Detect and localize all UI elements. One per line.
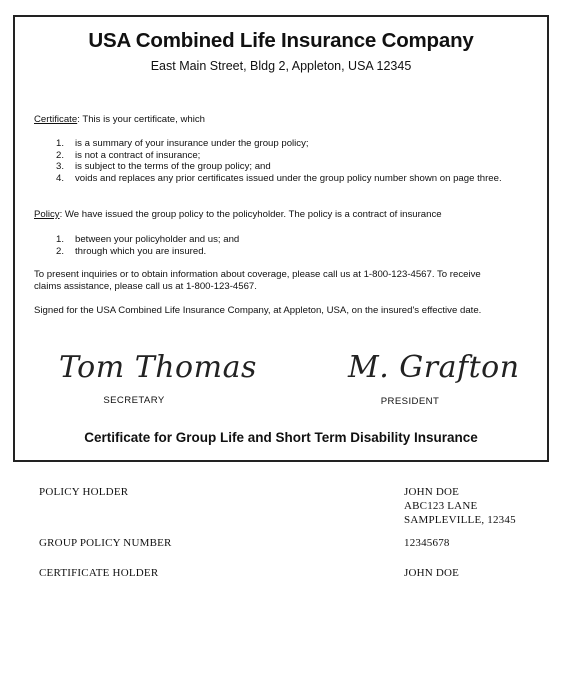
company-name: USA Combined Life Insurance Company (88, 29, 474, 52)
policy-label: Policy (34, 209, 60, 220)
president-title: PRESIDENT (380, 396, 440, 407)
list-text: voids and replaces any prior certificates issued under the group policy number shown on page three. (75, 172, 502, 184)
signed-text: Signed for the USA Combined Life Insurance Company, at Appleton, USA, on the insured's effective date. (34, 305, 482, 316)
list-text: between your policyholder and us; and (75, 234, 240, 245)
policy-intro-text: : We have issued the group policy to the policyholder. The policy is a contract of insurance (59, 209, 442, 220)
policy-list (56, 234, 526, 257)
secretary-title: SECRETARY (103, 395, 165, 406)
president-signature: M. Grafton (348, 350, 520, 385)
certificate-intro-text: : This is your certificate, which (77, 114, 205, 125)
policy-holder-name: JOHN DOE (404, 486, 460, 498)
secretary-signature: Tom Thomas (59, 350, 257, 385)
list-item (56, 138, 526, 150)
certificate-list (56, 138, 526, 184)
certificate-label: Certificate (34, 114, 78, 125)
list-item (56, 150, 526, 162)
list-number: 2. (56, 149, 65, 161)
policy-holder-label: POLICY HOLDER (39, 486, 129, 498)
company-address: East Main Street, Bldg 2, Appleton, USA 12345 (150, 59, 412, 73)
list-number: 4. (56, 172, 65, 184)
certificate-title: Certificate for Group Life and Short Term Disability Insurance (84, 430, 478, 445)
list-text: is subject to the terms of the group policy; and (75, 161, 271, 172)
policy-intro (34, 209, 534, 221)
certificate-intro (34, 114, 534, 126)
list-item (56, 161, 526, 173)
certificate-holder-label: CERTIFICATE HOLDER (39, 567, 159, 579)
list-text: is a summary of your insurance under the group policy; (75, 138, 309, 149)
group-policy-number-label: GROUP POLICY NUMBER (39, 537, 172, 549)
list-number: 1. (56, 138, 65, 149)
list-text: is not a contract of insurance; (75, 149, 201, 161)
contact-text: To present inquiries or to obtain information about coverage, please call us at 1-800-123-4567. To receive claims assistance, please call us at 1-800-123-4567. (34, 269, 481, 292)
group-policy-number-value: 12345678 (404, 537, 450, 549)
list-item (56, 246, 526, 258)
certificate-frame (13, 15, 549, 462)
list-item (56, 234, 526, 246)
policy-holder-street: ABC123 LANE (404, 500, 478, 512)
list-item (56, 173, 526, 185)
list-number: 2. (56, 245, 65, 257)
list-text: through which you are insured. (75, 245, 207, 257)
certificate-holder-value: JOHN DOE (404, 567, 460, 579)
policy-holder-city: SAMPLEVILLE, 12345 (404, 514, 516, 526)
list-number: 3. (56, 161, 65, 172)
list-number: 1. (56, 234, 65, 245)
